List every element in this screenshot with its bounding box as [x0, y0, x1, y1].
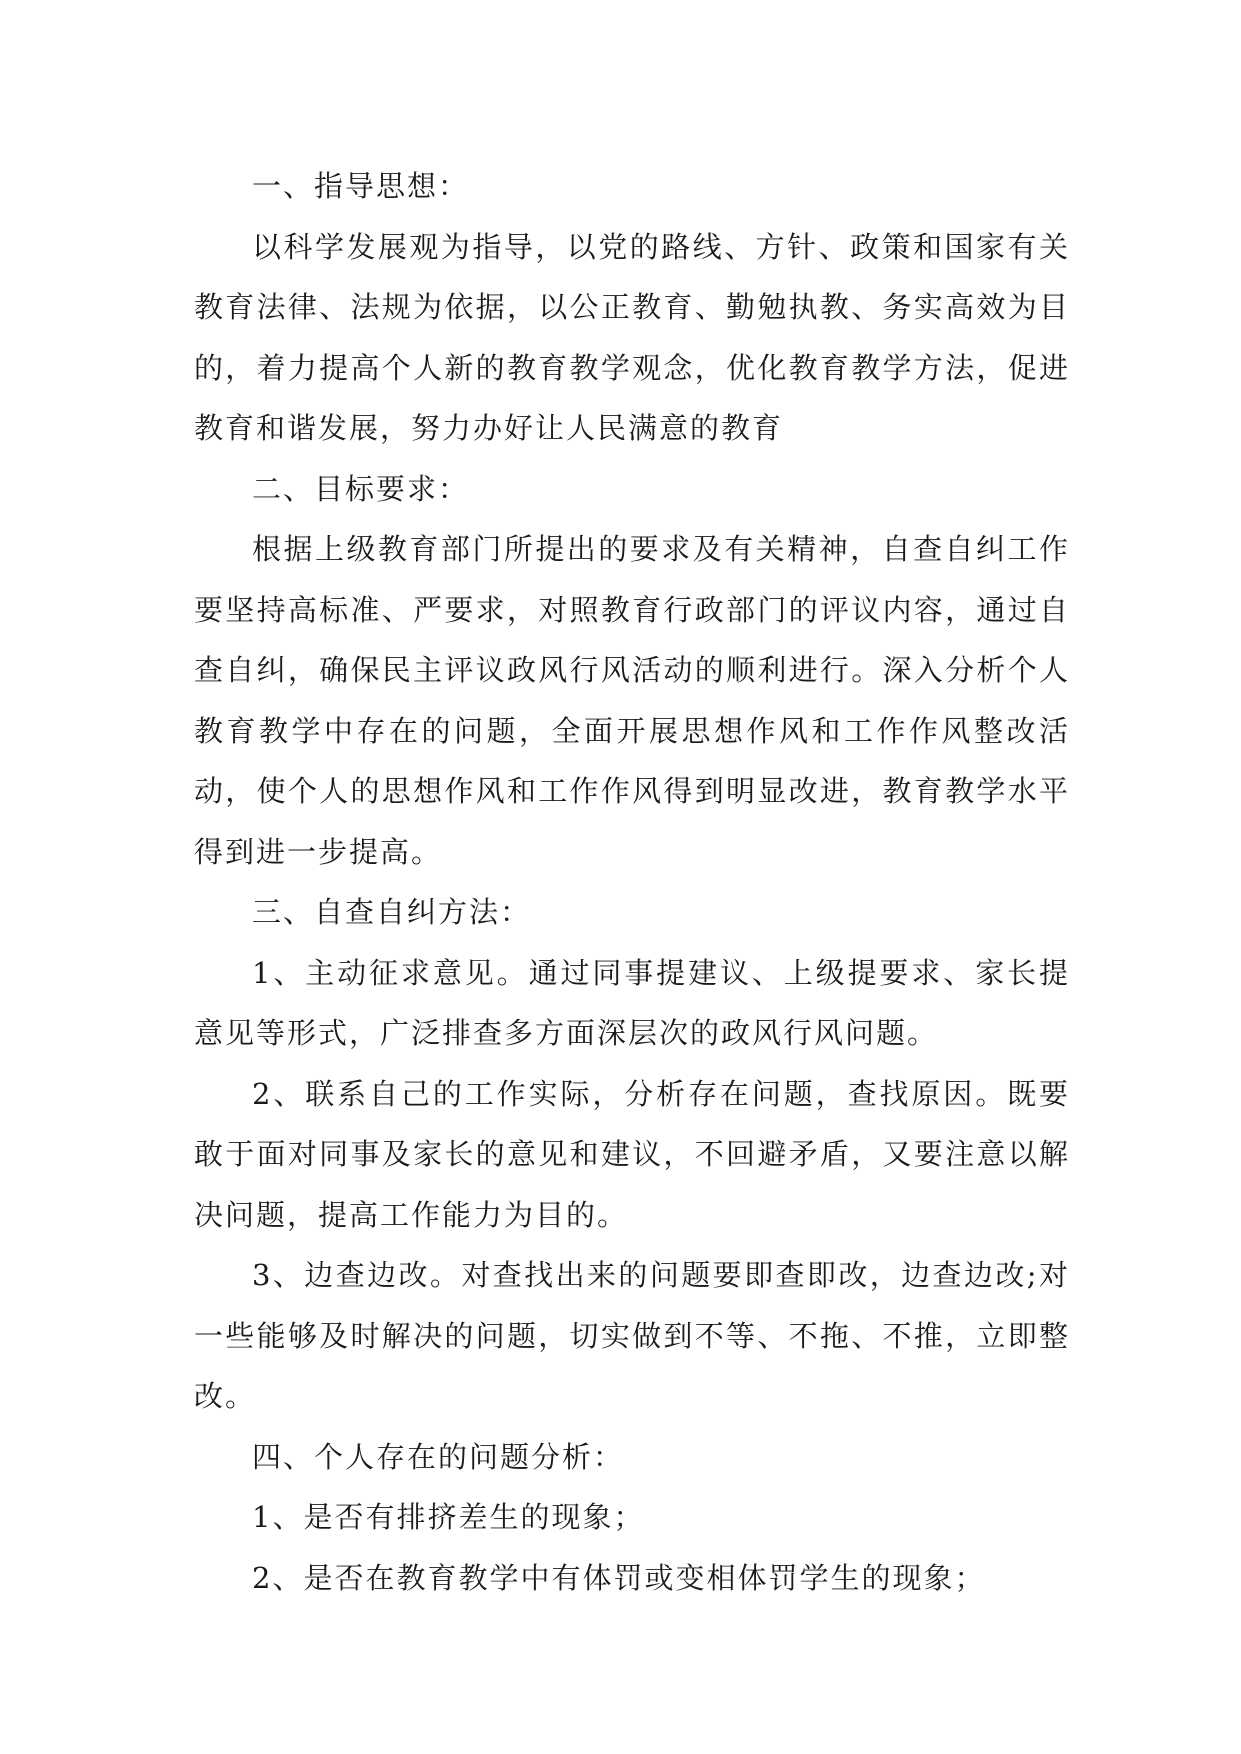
- paragraph-goals: 根据上级教育部门所提出的要求及有关精神，自查自纠工作要坚持高标准、严要求，对照教育行政部门的评议内容，通过自查自纠，确保民主评议政风行风活动的顺利进行。深入分析个人教育教学中存在的问题，全面开展思想作风和工作作风整改活动，使个人的思想作风和工作作风得到明显改进，教育教学水平得到进一步提高。: [194, 532, 1070, 869]
- section-heading-guiding-ideology: 一、指导思想：: [252, 169, 470, 203]
- paragraph-method-1: 1、主动征求意见。通过同事提建议、上级提要求、家长提意见等形式，广泛排查多方面深层次的政风行风问题。: [194, 955, 1070, 1050]
- section-heading-goals: 二、目标要求：: [252, 471, 470, 506]
- paragraph-problem-1: 1、是否有排挤差生的现象；: [252, 1500, 645, 1534]
- paragraph-method-3: 3、边查边改。对查找出来的问题要即查即改，边查边改;对一些能够及时解决的问题，切实做到不等、不拖、不推，立即整改。: [194, 1258, 1070, 1413]
- section-heading-methods: 三、自查自纠方法：: [252, 895, 532, 929]
- document-body: [194, 156, 1070, 1608]
- paragraph-guiding-ideology: 以科学发展观为指导，以党的路线、方针、政策和国家有关教育法律、法规为依据，以公正教育、勤勉执教、务实高效为目的，着力提高个人新的教育教学观念，优化教育教学方法，促进教育和谐发展，努力办好让人民满意的教育: [194, 229, 1070, 445]
- paragraph-method-2: 2、联系自己的工作实际，分析存在问题，查找原因。既要敢于面对同事及家长的意见和建议，不回避矛盾，又要注意以解决问题，提高工作能力为目的。: [194, 1076, 1070, 1232]
- section-heading-problems: 四、个人存在的问题分析：: [252, 1439, 625, 1474]
- paragraph-problem-2: 2、是否在教育教学中有体罚或变相体罚学生的现象；: [252, 1560, 986, 1595]
